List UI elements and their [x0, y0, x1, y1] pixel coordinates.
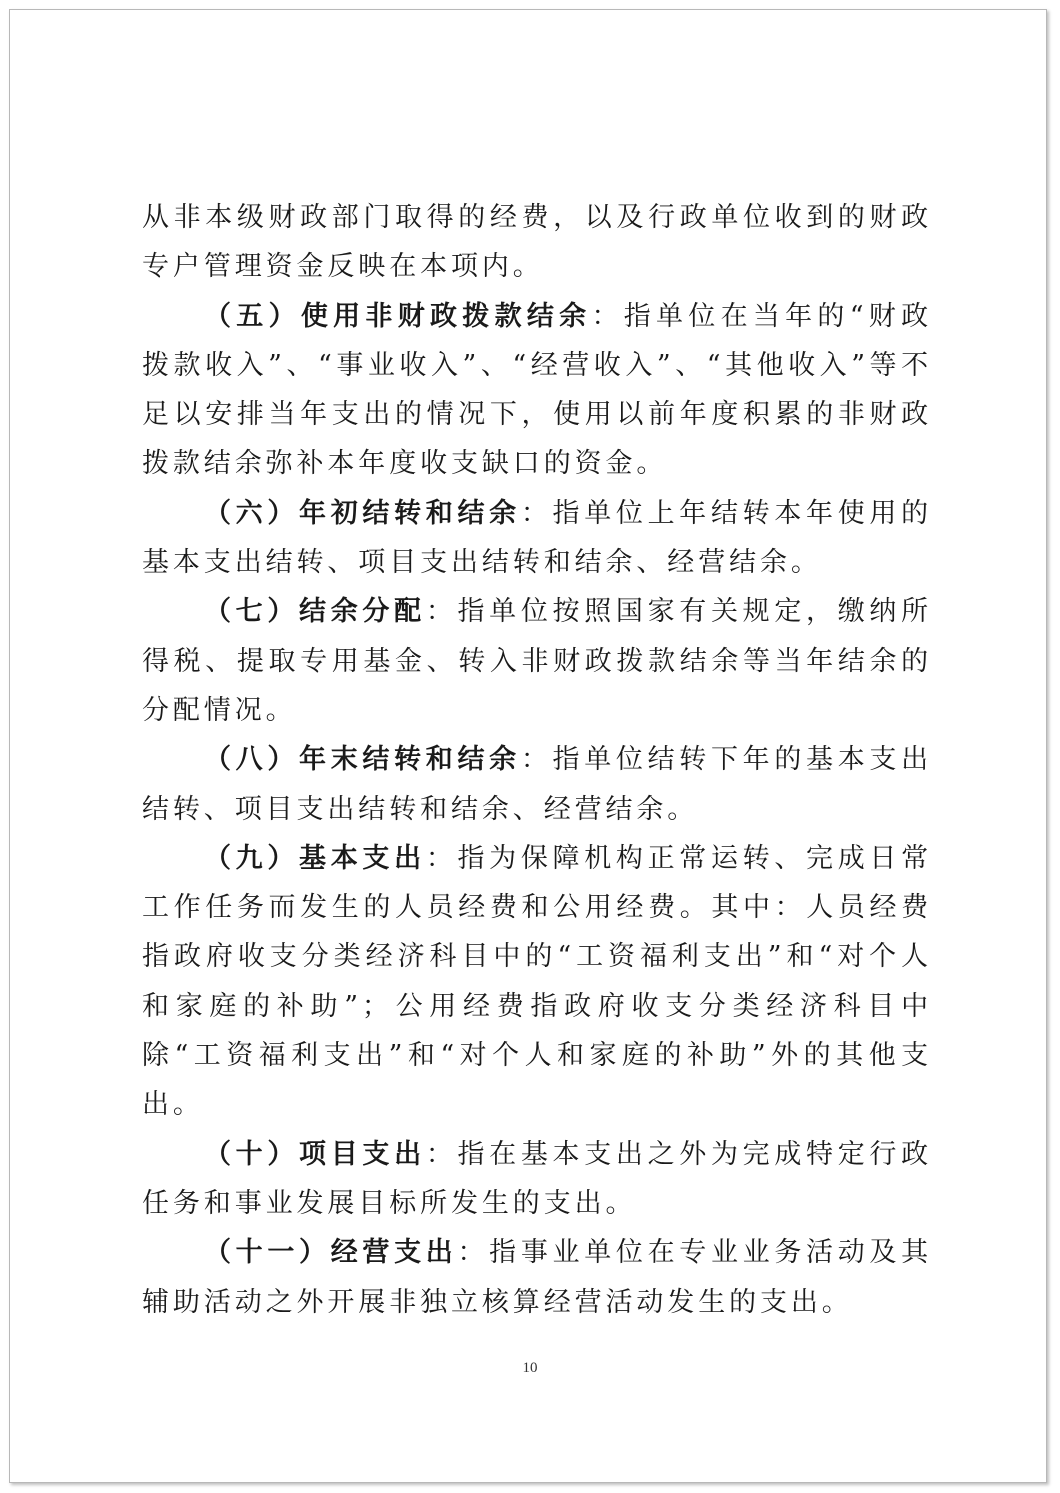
item-text: ：指单位上年结转本年使用的基本支出结转、项目支出结转和结余、经营结余。	[142, 497, 933, 579]
item-heading: （十）项目支出	[204, 1138, 426, 1170]
paragraph-item-11	[142, 1228, 932, 1327]
item-text: ：指单位在当年的“财政拨款收入”、“事业收入”、“经营收入”、“其他收入”等不足以安排当年支出的情况下，使用以前年度积累的非财政拨款结余弥补本年度收支缺口的资金。	[142, 300, 932, 480]
paragraph-item-9	[142, 834, 932, 1130]
item-text: ：指为保障机构正常运转、完成日常工作任务而发生的人员经费和公用经费。其中：人员经费指政府收支分类经济科目中的“工资福利支出”和“对个人和家庭的补助”；公用经费指政府收支分类经济科目中除“工资福利支出”和“对个人和家庭的补助”外的其他支出。	[142, 842, 932, 1121]
paragraph-continuation	[142, 193, 932, 292]
paragraph-text: 从非本级财政部门取得的经费，以及行政单位收到的财政专户管理资金反映在本项内。	[142, 202, 932, 283]
paragraph-item-5	[142, 292, 932, 489]
paragraph-item-6	[142, 489, 932, 588]
item-heading: （八）年末结转和结余	[204, 744, 521, 776]
page-number: 10	[522, 1360, 538, 1376]
document-body	[142, 193, 932, 1327]
paragraph-item-8	[142, 735, 932, 834]
item-heading: （九）基本支出	[204, 842, 426, 874]
item-text: ：指在基本支出之外为完成特定行政任务和事业发展目标所发生的支出。	[142, 1138, 932, 1219]
item-heading: （十一）经营支出	[204, 1237, 458, 1269]
item-text: ：指事业单位在专业业务活动及其辅助活动之外开展非独立核算经营活动发生的支出。	[142, 1237, 933, 1318]
paragraph-item-7	[142, 587, 932, 735]
item-heading: （六）年初结转和结余	[204, 497, 521, 529]
item-text: ：指单位结转下年的基本支出结转、项目支出结转和结余、经营结余。	[142, 744, 933, 825]
paragraph-item-10	[142, 1130, 932, 1229]
item-text: ：指单位按照国家有关规定，缴纳所得税、提取专用基金、转入非财政拨款结余等当年结余的分配情况。	[142, 596, 932, 726]
item-heading: （七）结余分配	[204, 596, 426, 628]
item-heading: （五）使用非财政拨款结余	[204, 300, 592, 332]
